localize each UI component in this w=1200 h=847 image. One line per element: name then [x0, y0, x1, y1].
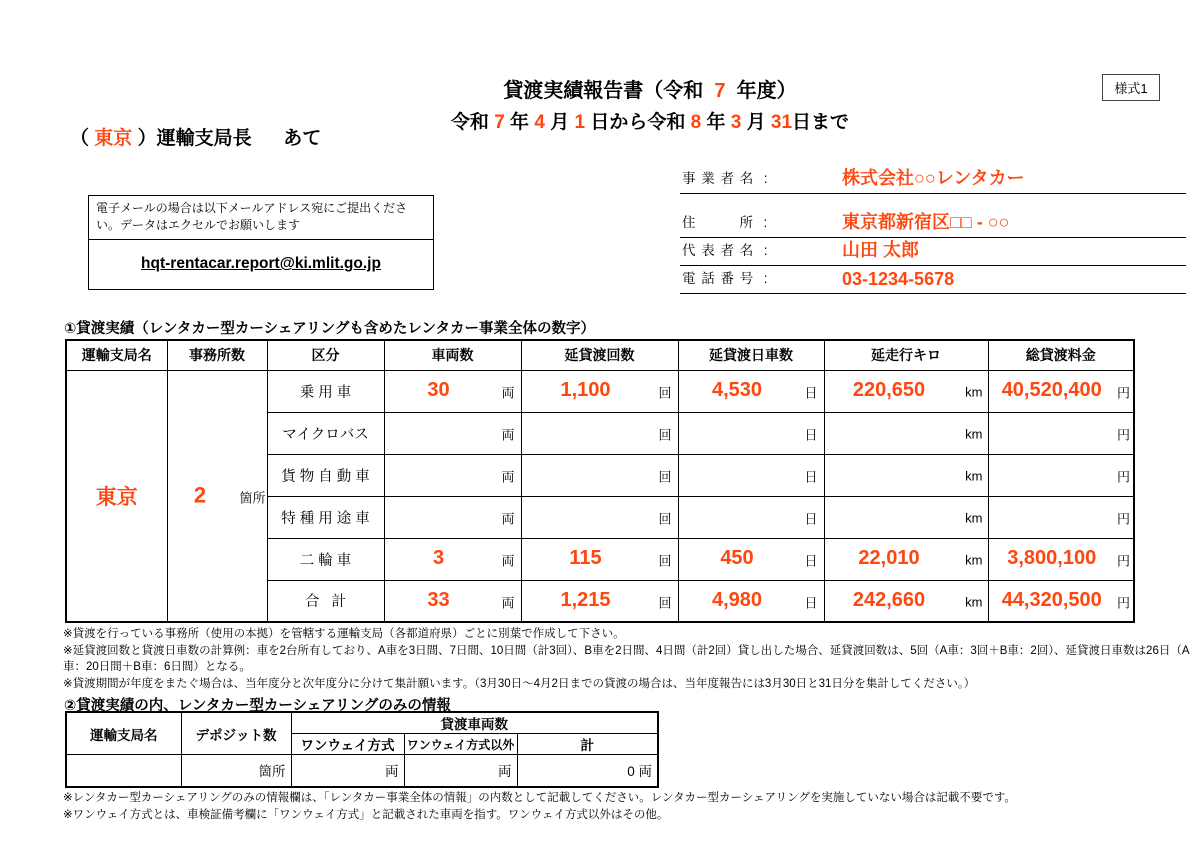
section2-title: ②貸渡実績の内、レンタカー型カーシェアリングのみの情報	[64, 698, 451, 714]
vehicles-cell	[384, 538, 521, 580]
col-header-rentals: 延貸渡回数	[521, 340, 678, 370]
km-value: 22,010	[858, 547, 920, 570]
rental-days-cell	[678, 580, 824, 622]
vehicles-value: 3	[432, 547, 445, 570]
note-line: ※延貸渡回数と貸渡日車数の計算例：車を2台所有しており、A車を3日間、7日間、10日間（計3回）、B車を2日間、4日間（計2回）貸し出した場合、延貸渡回数は、5回（A車：3回＋B車：2回）、延貸渡日車数は26日（A車：20日間＋B車：6日間）となる。	[63, 644, 1190, 674]
note-line: ※レンタカー型カーシェアリングのみの情報欄は、「レンタカー事業全体の情報」の内数として記載してください。レンタカー型カーシェアリングを実施していない場合は記載不要です。	[63, 792, 1016, 804]
address-value: 東京都新宿区□□ - ○○	[842, 212, 1010, 232]
rental-days-unit: 日	[804, 595, 818, 611]
table-row	[66, 755, 658, 787]
vehicles-cell	[384, 370, 521, 412]
addressee-line: （ 東京 ）運輸支局長 あて	[70, 128, 322, 149]
business-name-row	[680, 158, 1186, 194]
fee-value: 44,320,500	[1001, 588, 1102, 611]
rental-days-value: 4,530	[711, 379, 763, 402]
form-style-label: 様式1	[1114, 81, 1148, 96]
business-name-label: 事 業 者 名 :	[682, 171, 769, 186]
vehicles-value: 33	[427, 588, 450, 611]
rentals-cell	[521, 412, 678, 454]
non-oneway-cell: 両	[404, 755, 517, 787]
rentals-unit: 回	[658, 427, 672, 443]
office-count-value: 2	[193, 482, 207, 508]
fee-cell	[988, 538, 1134, 580]
km-cell	[824, 370, 988, 412]
note-line: ※貸渡を行っている事務所（使用の本拠）を管轄する運輸支局（各都道府県）ごとに別葉で作成して下さい。	[63, 628, 625, 640]
carsharing-table	[65, 711, 659, 788]
phone-label: 電 話 番 号 :	[682, 271, 769, 286]
col-header-category: 区分	[267, 340, 384, 370]
table-row	[66, 370, 1134, 412]
rentals-unit: 回	[658, 385, 672, 401]
rentals-value: 115	[569, 547, 602, 570]
col-header-bureau: 運輸支局名	[66, 340, 167, 370]
email-instruction-box	[88, 195, 434, 290]
phone-row	[680, 266, 1186, 294]
rental-days-value: 4,980	[711, 588, 763, 611]
office-count-cell	[167, 370, 267, 622]
table-header-row	[66, 340, 1134, 370]
km-unit: km	[965, 510, 983, 526]
category-cargo-vehicle: 貨 物 自 動 車	[267, 454, 384, 496]
col-header-offices: 事務所数	[167, 340, 267, 370]
fee-cell	[988, 370, 1134, 412]
col-header-oneway: ワンウェイ方式	[291, 734, 404, 755]
representative-value: 山田 太郎	[842, 240, 920, 260]
rentals-value: 1,100	[560, 379, 611, 402]
vehicles-cell	[384, 454, 521, 496]
rental-days-value: 450	[720, 547, 754, 570]
email-instruction-text: 電子メールの場合は以下メールアドレス宛にご提出ください。データはエクセルでお願いします	[89, 196, 433, 240]
representative-label: 代 表 者 名 :	[682, 243, 769, 258]
table-header-row	[66, 712, 658, 734]
rentals-cell	[521, 538, 678, 580]
vehicles-unit: 両	[501, 553, 515, 569]
total-cell: 0 両	[517, 755, 658, 787]
address-row	[680, 194, 1186, 238]
report-period: 令和 7 年 4 月 1 日から令和 8 年 3 月 31日まで	[450, 112, 850, 133]
fee-cell	[988, 496, 1134, 538]
vehicles-cell	[384, 496, 521, 538]
km-cell	[824, 454, 988, 496]
rental-days-unit: 日	[804, 427, 818, 443]
km-unit: km	[965, 594, 983, 610]
fee-cell	[988, 412, 1134, 454]
fee-cell	[988, 454, 1134, 496]
representative-row	[680, 238, 1186, 266]
fee-unit: 円	[1116, 511, 1130, 527]
km-cell	[824, 580, 988, 622]
km-unit: km	[965, 384, 983, 400]
vehicles-unit: 両	[501, 469, 515, 485]
address-label: 住 所 :	[682, 215, 769, 230]
category-passenger-car: 乗 用 車	[267, 370, 384, 412]
fee-value: 3,800,100	[1007, 547, 1097, 570]
office-count-unit: 箇所	[239, 490, 266, 506]
fee-unit: 円	[1116, 469, 1130, 485]
col-header-bureau: 運輸支局名	[66, 712, 181, 755]
vehicles-cell	[384, 412, 521, 454]
fee-unit: 円	[1116, 595, 1130, 611]
rental-results-table	[65, 339, 1135, 623]
vehicles-cell	[384, 580, 521, 622]
category-microbus: マイクロバス	[267, 412, 384, 454]
fee-value: 40,520,400	[1001, 379, 1102, 402]
rental-days-unit: 日	[804, 385, 818, 401]
rental-days-cell	[678, 538, 824, 580]
fee-unit: 円	[1116, 553, 1130, 569]
km-cell	[824, 412, 988, 454]
rentals-unit: 回	[658, 595, 672, 611]
vehicles-value: 30	[427, 379, 450, 402]
km-value: 220,650	[852, 379, 926, 402]
business-name-value: 株式会社○○レンタカー	[842, 168, 1025, 188]
fee-cell	[988, 580, 1134, 622]
category-special-purpose: 特 種 用 途 車	[267, 496, 384, 538]
col-header-deposit: デポジット数	[181, 712, 291, 755]
rentals-cell	[521, 370, 678, 412]
col-header-non-oneway: ワンウェイ方式以外	[404, 734, 517, 755]
rentals-value: 1,215	[560, 588, 611, 611]
vehicles-unit: 両	[501, 385, 515, 401]
rentals-unit: 回	[658, 469, 672, 485]
col-header-km: 延走行キロ	[824, 340, 988, 370]
rentals-cell	[521, 454, 678, 496]
submission-email-link[interactable]: hqt-rentacar.report@ki.mlit.go.jp	[141, 255, 381, 273]
km-value: 242,660	[852, 588, 926, 611]
vehicles-unit: 両	[501, 595, 515, 611]
rentals-unit: 回	[658, 511, 672, 527]
section1-title: ①貸渡実績（レンタカー型カーシェアリングも含めたレンタカー事業全体の数字）	[64, 321, 595, 337]
col-header-fee: 総貸渡料金	[988, 340, 1134, 370]
bureau-cell	[66, 755, 181, 787]
col-header-total: 計	[517, 734, 658, 755]
vehicles-unit: 両	[501, 427, 515, 443]
rentals-cell	[521, 496, 678, 538]
km-unit: km	[965, 552, 983, 568]
col-header-vehicles: 車両数	[384, 340, 521, 370]
km-cell	[824, 496, 988, 538]
rental-days-cell	[678, 370, 824, 412]
km-unit: km	[965, 426, 983, 442]
col-header-vehicles-group: 貸渡車両数	[291, 712, 658, 734]
note-line: ※ワンウェイ方式とは、車検証備考欄に「ワンウェイ方式」と記載された車両を指す。ワンウェイ方式以外はその他。	[63, 808, 669, 821]
fee-unit: 円	[1116, 385, 1130, 401]
note-line: ※貸渡期間が年度をまたぐ場合は、当年度分と次年度分に分けて集計願います。（3月30日～4月2日までの貸渡の場合は、当年度報告には3月30日と31日分を集計してください。）	[63, 678, 976, 691]
rental-days-unit: 日	[804, 511, 818, 527]
business-info-block	[680, 158, 1186, 294]
category-motorcycle: 二 輪 車	[267, 538, 384, 580]
km-unit: km	[965, 468, 983, 484]
km-cell	[824, 538, 988, 580]
section2-notes	[63, 790, 1197, 823]
rental-days-cell	[678, 412, 824, 454]
bureau-name-cell	[66, 370, 167, 622]
rental-days-unit: 日	[804, 553, 818, 569]
phone-value: 03-1234-5678	[842, 269, 955, 289]
bureau-name-value: 東京	[95, 485, 138, 509]
rentals-cell	[521, 580, 678, 622]
category-total: 合 計	[267, 580, 384, 622]
rental-days-cell	[678, 496, 824, 538]
fee-unit: 円	[1116, 427, 1130, 443]
section1-notes	[63, 626, 1197, 693]
deposit-cell: 箇所	[181, 755, 291, 787]
report-title: 貸渡実績報告書（令和 7 年度）	[503, 80, 797, 102]
rental-days-cell	[678, 454, 824, 496]
vehicles-unit: 両	[501, 511, 515, 527]
rentals-unit: 回	[658, 553, 672, 569]
rental-days-unit: 日	[804, 469, 818, 485]
col-header-rental-days: 延貸渡日車数	[678, 340, 824, 370]
oneway-cell: 両	[291, 755, 404, 787]
